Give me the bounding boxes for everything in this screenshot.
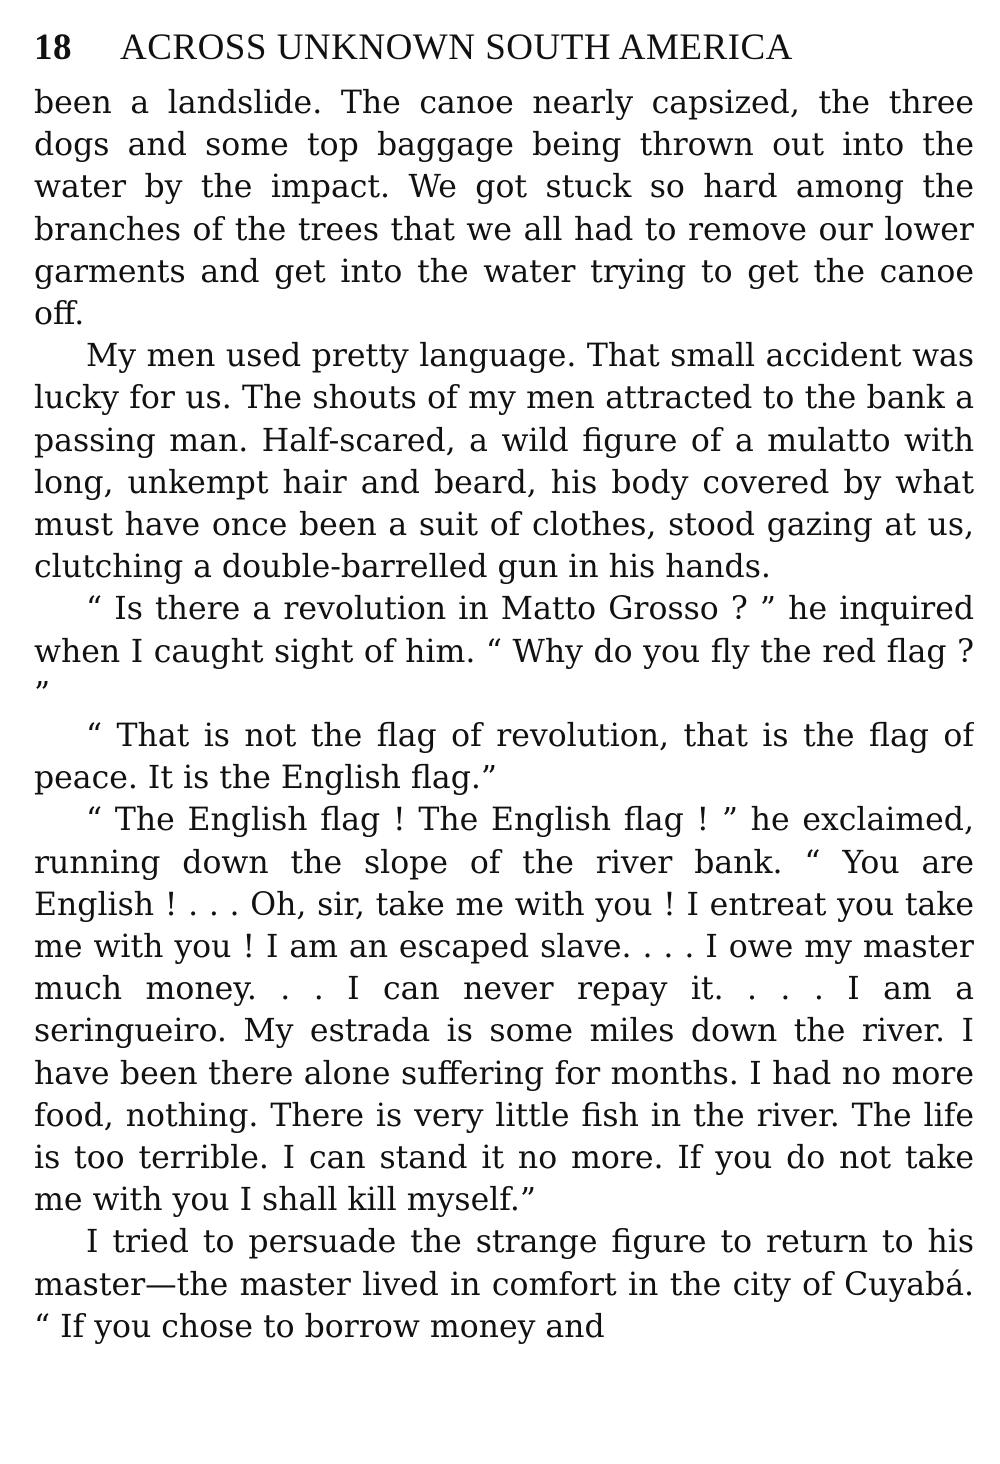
paragraph: “ Is there a revolution in Matto Grosso ? ” he inquired when I caught sight of him. “ Why do you fly the red flag ? ”	[34, 591, 974, 712]
running-head	[34, 26, 974, 82]
paragraph: My men used pretty language. That small accident was lucky for us. The shouts of my men attracted to the bank a passing man. Half-scared, a wild figure of a mulatto with long, unkempt hair and beard, his body covered by what must have once been a suit of clothes, stood gazing at us, clutching a double-barrelled gun in his hands.	[34, 338, 974, 586]
page-number: 18	[34, 27, 72, 68]
paragraph-continued: been a landslide. The canoe nearly capsized, the three dogs and some top baggage being thrown out into the water by the impact. We got stuck so hard among the branches of the trees that we all had to remove our lower garments and get into the water trying to get the canoe off.	[34, 85, 974, 333]
body-text	[34, 82, 974, 1348]
book-page	[34, 26, 974, 1446]
paragraph: “ The English flag ! The English flag ! ” he exclaimed, running down the slope of the river bank. “ You are English ! . . . Oh, sir, take me with you ! I entreat you take me with you ! I am an escaped slave. . . . I owe my master much money. . . I can never repay it. . . . I am a seringueiro. My estrada is some miles down the river. I have been there alone suffering for months. I had no more food, nothing. There is very little fish in the river. The life is too terrible. I can stand it no more. If you do not take me with you I shall kill myself.”	[34, 802, 974, 1219]
running-title: ACROSS UNKNOWN SOUTH AMERICA	[120, 27, 793, 68]
paragraph: I tried to persuade the strange figure to return to his master—the master lived in comfort in the city of Cuyabá. “ If you chose to borrow money and	[34, 1224, 974, 1345]
paragraph: “ That is not the flag of revolution, that is the flag of peace. It is the English flag.”	[34, 718, 974, 797]
